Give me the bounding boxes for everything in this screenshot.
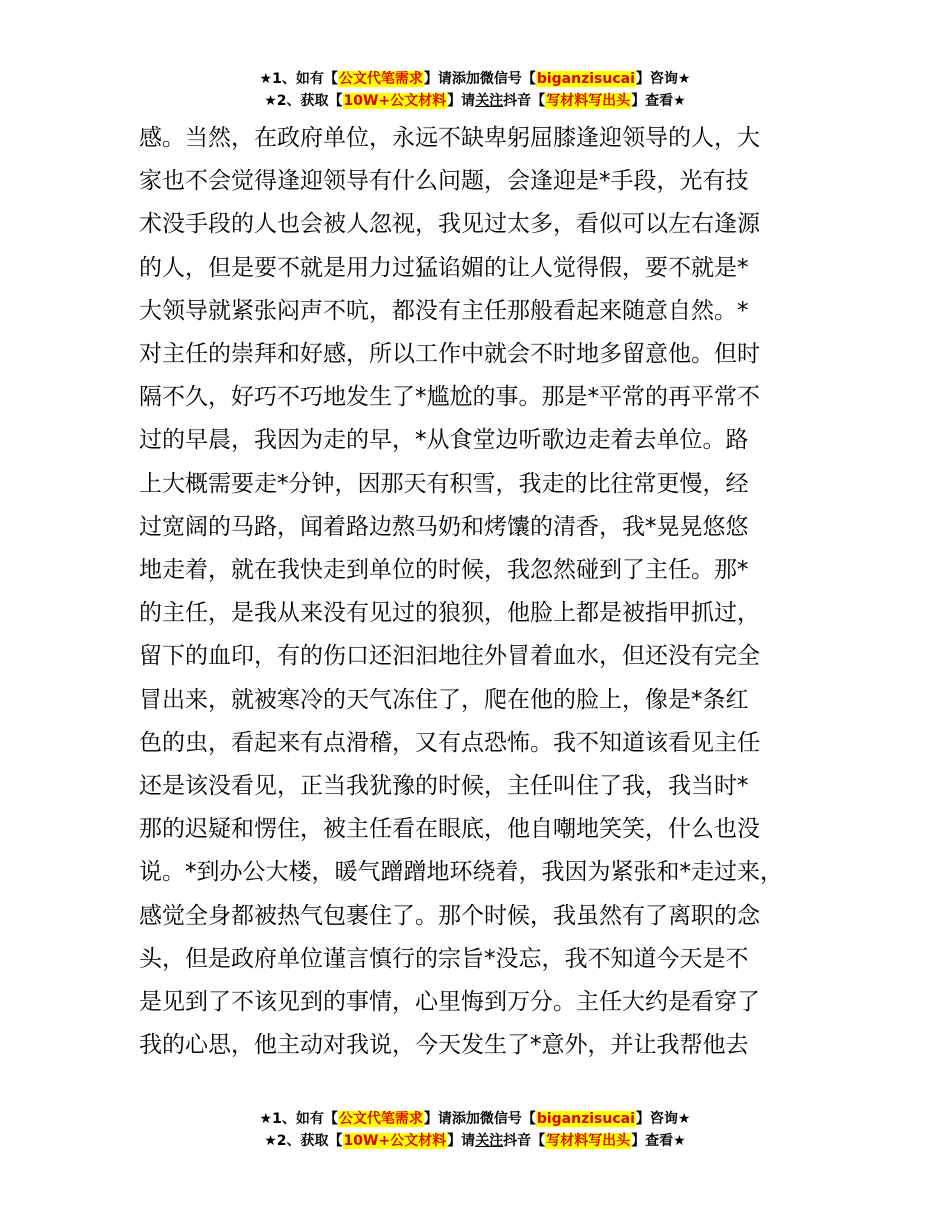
body-line: 头，但是政府单位谨言慎行的宗旨*没忘，我不知道今天是不 [139, 945, 749, 972]
banner-line-1-mid: 】请添加 [423, 1111, 480, 1127]
banner-line-2-prefix: ★2、获取【 [264, 1133, 343, 1149]
banner-line-2-mid2: 抖音【 [503, 1133, 546, 1149]
banner-follow-text: 关注 [475, 93, 504, 109]
body-line: 冒出来，就被寒冷的天气冻住了，爬在他的脸上，像是*条红 [139, 686, 749, 713]
banner-line-2-mid2: 抖音【 [503, 93, 546, 109]
banner-line-1 [0, 1108, 950, 1130]
banner-line-1-mid: 】请添加 [423, 71, 480, 87]
body-line: 的主任，是我从来没有见过的狼狈，他脸上都是被指甲抓过， [139, 600, 760, 627]
banner-line-2-suffix: 】查看★ [631, 93, 686, 109]
banner-line-2 [0, 90, 950, 112]
banner-line-2-mid: 】请 [447, 93, 476, 109]
body-line: 大领导就紧张闷声不吭，都没有主任那般看起来随意自然。* [139, 297, 749, 324]
body-line: 感觉全身都被热气包裹住了。那个时候，我虽然有了离职的念 [139, 902, 760, 929]
body-line: 还是该没看见，正当我犹豫的时候，主任叫住了我，我当时* [139, 773, 749, 800]
body-line: 家也不会觉得逢迎领导有什么问题，会逢迎是*手段，光有技 [139, 168, 749, 195]
body-line: 过宽阔的马路，闻着路边熬马奶和烤馕的清香，我*晃晃悠悠 [139, 513, 749, 540]
body-line: 我的心思，他主动对我说，今天发生了*意外，并让我帮他去 [139, 1032, 749, 1059]
banner-highlight-materials: 10W+公文材料 [343, 93, 447, 109]
banner-highlight-douyin-account: 写材料写出头 [546, 1133, 631, 1149]
banner-highlight-writing-service: 公文代笔需求 [338, 71, 423, 87]
banner-highlight-wechat-id: biganzisucai [536, 1111, 635, 1127]
body-line: 上大概需要走*分钟，因那天有积雪，我走的比往常更慢，经 [139, 470, 749, 497]
banner-wechat-label: 微信号【 [479, 1111, 536, 1127]
banner-line-2-mid: 】请 [447, 1133, 476, 1149]
body-line: 那的迟疑和愣住，被主任看在眼底，他自嘲地笑笑，什么也没 [139, 816, 760, 843]
banner-line-2 [0, 1130, 950, 1152]
body-line: 隔不久，好巧不巧地发生了*尴尬的事。那是*平常的再平常不 [139, 384, 760, 411]
banner-line-1-suffix: 】咨询★ [635, 1111, 691, 1127]
banner-follow-text: 关注 [475, 1133, 504, 1149]
header-banner [0, 68, 950, 112]
body-line: 色的虫，看起来有点滑稽，又有点恐怖。我不知道该看见主任 [139, 729, 760, 756]
footer-banner [0, 1108, 950, 1152]
banner-line-2-prefix: ★2、获取【 [264, 93, 343, 109]
body-line: 说。*到办公大楼，暖气蹭蹭地环绕着，我因为紧张和*走过来， [139, 859, 783, 886]
document-body [139, 117, 839, 1067]
body-line: 的人，但是要不就是用力过猛谄媚的让人觉得假，要不就是* [139, 254, 749, 281]
banner-highlight-wechat-id: biganzisucai [536, 71, 635, 87]
body-line: 对主任的崇拜和好感，所以工作中就会不时地多留意他。但时 [139, 341, 760, 368]
body-line: 地走着，就在我快走到单位的时候，我忽然碰到了主任。那* [139, 557, 749, 584]
body-line: 过的早晨，我因为走的早，*从食堂边听歌边走着去单位。路 [139, 427, 749, 454]
banner-highlight-writing-service: 公文代笔需求 [338, 1111, 423, 1127]
body-line: 术没手段的人也会被人忽视，我见过太多，看似可以左右逢源 [139, 211, 760, 238]
body-line: 是见到了不该见到的事情，心里悔到万分。主任大约是看穿了 [139, 989, 760, 1016]
banner-line-1-suffix: 】咨询★ [635, 71, 691, 87]
body-line: 感。当然，在政府单位，永远不缺卑躬屈膝逢迎领导的人，大 [139, 125, 760, 151]
body-line: 留下的血印，有的伤口还汩汩地往外冒着血水，但还没有完全 [139, 643, 760, 670]
banner-highlight-materials: 10W+公文材料 [343, 1133, 447, 1149]
banner-line-1 [0, 68, 950, 90]
banner-line-1-prefix: ★1、如有【 [259, 71, 338, 87]
banner-line-2-suffix: 】查看★ [631, 1133, 686, 1149]
banner-line-1-prefix: ★1、如有【 [259, 1111, 338, 1127]
banner-highlight-douyin-account: 写材料写出头 [546, 93, 631, 109]
banner-wechat-label: 微信号【 [479, 71, 536, 87]
